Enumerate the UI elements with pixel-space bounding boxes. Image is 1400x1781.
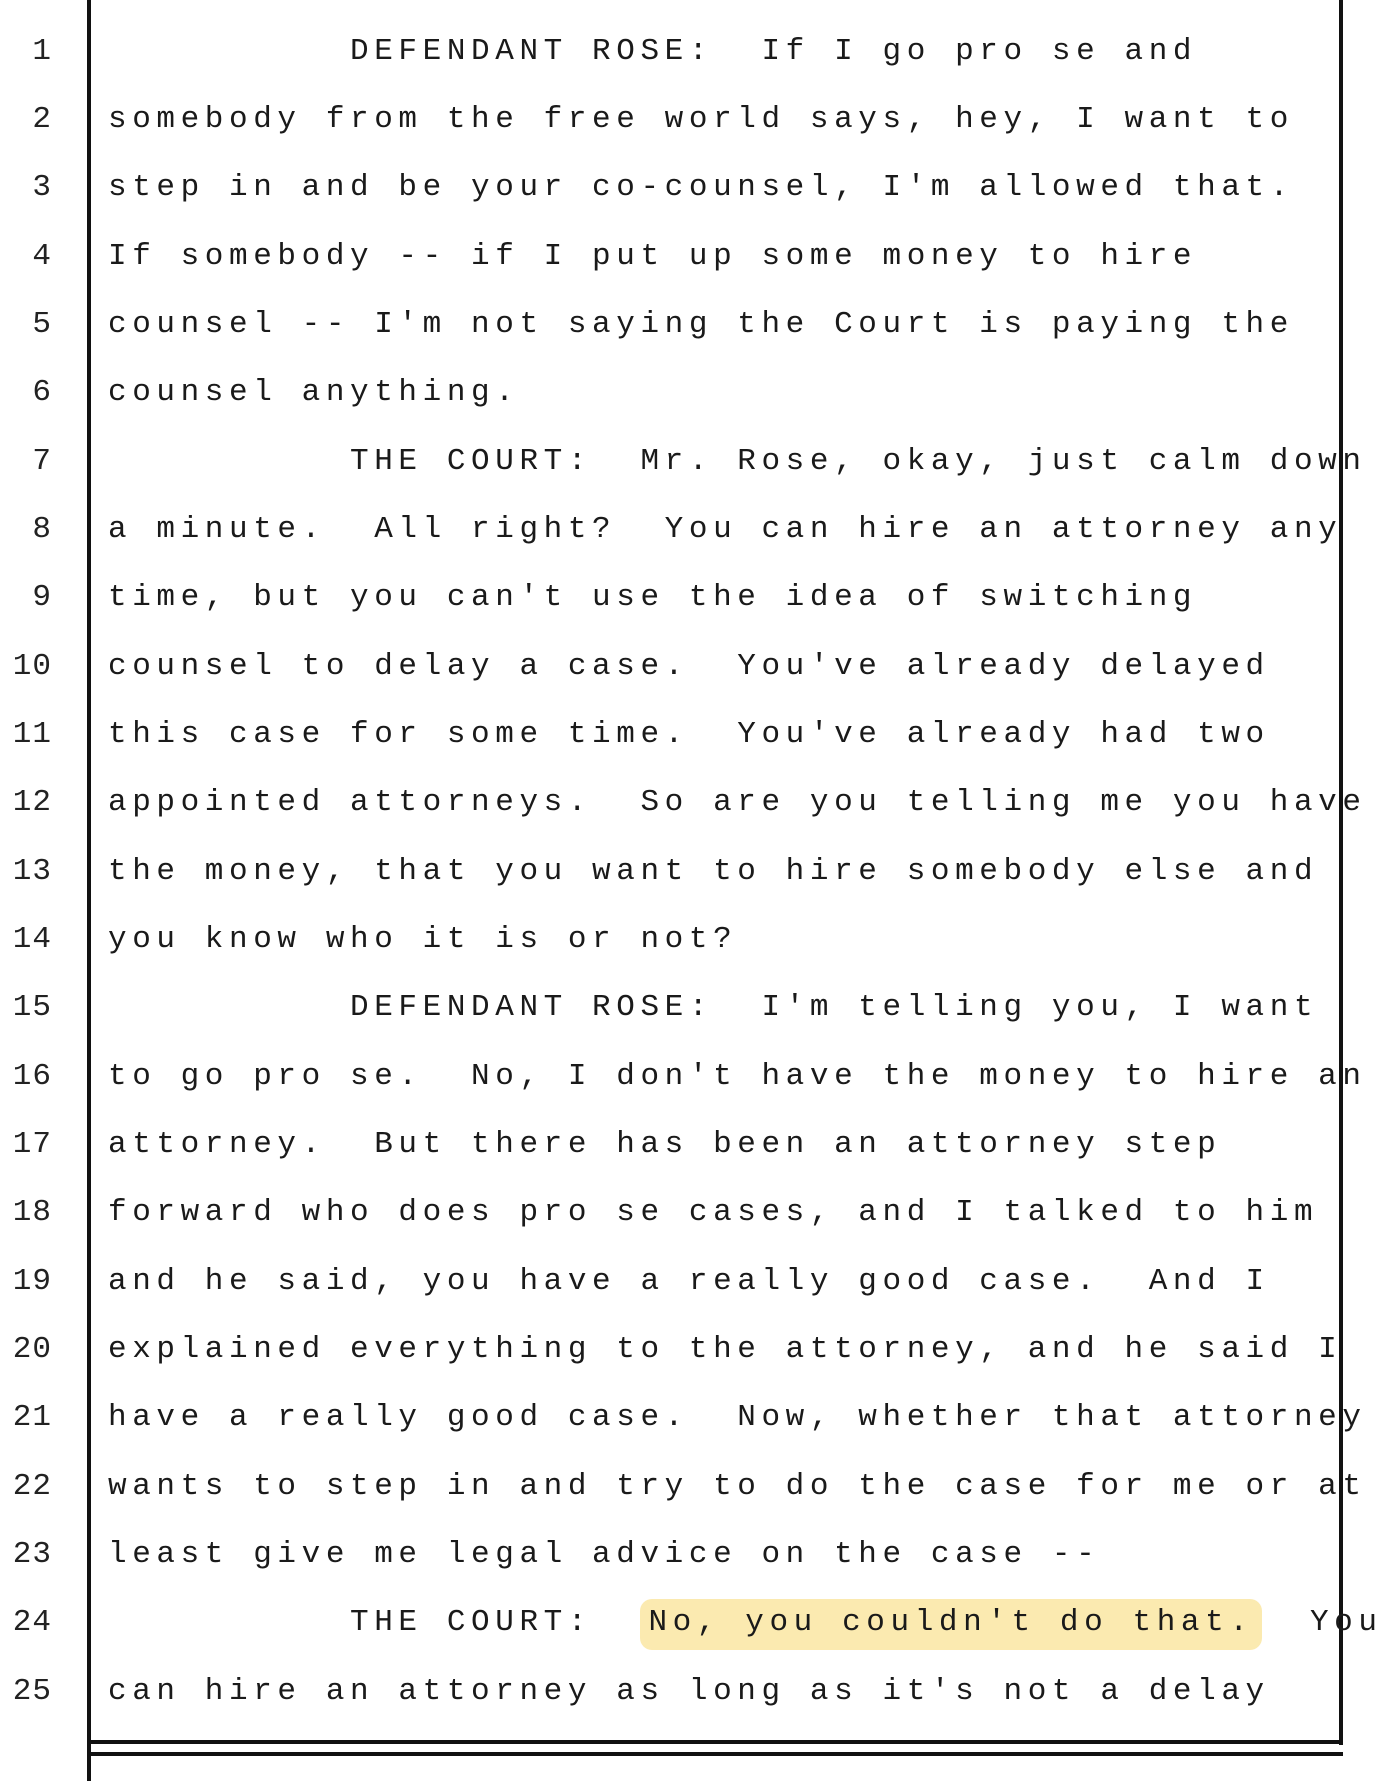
line-number: 17 [12, 1127, 52, 1162]
line-number: 13 [12, 854, 52, 889]
line-number: 7 [32, 444, 52, 479]
transcript-line: can hire an attorney as long as it's not a delay [108, 1674, 1270, 1709]
line-number: 24 [12, 1605, 52, 1640]
highlighted-text: No, you couldn't do that. [640, 1599, 1261, 1650]
transcript-line [108, 1603, 1383, 1643]
left-margin-rule [87, 0, 91, 1781]
transcript-line: DEFENDANT ROSE: If I go pro se and [108, 34, 1198, 69]
transcript-line: a minute. All right? You can hire an attorney any [108, 512, 1343, 547]
line-number: 10 [12, 649, 52, 684]
transcript-line: this case for some time. You've already had two [108, 717, 1270, 752]
line-number: 6 [32, 375, 52, 410]
line-number: 9 [32, 580, 52, 615]
transcript-line: If somebody -- if I put up some money to hire [108, 239, 1198, 274]
transcript-line: wants to step in and try to do the case for me or at [108, 1469, 1367, 1504]
transcript-line: and he said, you have a really good case. And I [108, 1264, 1270, 1299]
line-text-after: You [1261, 1605, 1383, 1640]
transcript-line: time, but you can't use the idea of switching [108, 580, 1198, 615]
line-number: 22 [12, 1469, 52, 1504]
transcript-line: counsel anything. [108, 375, 520, 410]
line-number: 11 [12, 717, 52, 752]
line-number: 19 [12, 1264, 52, 1299]
line-number: 20 [12, 1332, 52, 1367]
bottom-double-rule [87, 1752, 1343, 1756]
transcript-line: somebody from the free world says, hey, I want to [108, 102, 1294, 137]
transcript-line: explained everything to the attorney, and he said I [108, 1332, 1343, 1367]
line-number: 25 [12, 1674, 52, 1709]
transcript-line: forward who does pro se cases, and I talked to him [108, 1195, 1319, 1230]
line-number: 23 [12, 1537, 52, 1572]
transcript-line: DEFENDANT ROSE: I'm telling you, I want [108, 990, 1319, 1025]
transcript-line: have a really good case. Now, whether that attorney [108, 1400, 1367, 1435]
line-number: 2 [32, 102, 52, 137]
transcript-line: THE COURT: Mr. Rose, okay, just calm down [108, 444, 1367, 479]
line-number: 1 [32, 34, 52, 69]
line-number: 16 [12, 1059, 52, 1094]
line-number: 14 [12, 922, 52, 957]
line-number: 4 [32, 239, 52, 274]
transcript-line: counsel to delay a case. You've already delayed [108, 649, 1270, 684]
bottom-rule [87, 1740, 1343, 1744]
line-number: 5 [32, 307, 52, 342]
transcript-line: to go pro se. No, I don't have the money to hire an [108, 1059, 1367, 1094]
line-number: 8 [32, 512, 52, 547]
line-number: 12 [12, 785, 52, 820]
line-number: 15 [12, 990, 52, 1025]
transcript-line: attorney. But there has been an attorney step [108, 1127, 1222, 1162]
line-number: 21 [12, 1400, 52, 1435]
transcript-line: appointed attorneys. So are you telling me you have [108, 785, 1367, 820]
line-text-before: THE COURT: [108, 1605, 641, 1640]
line-number: 3 [32, 170, 52, 205]
line-number: 18 [12, 1195, 52, 1230]
transcript-line: least give me legal advice on the case -- [108, 1537, 1101, 1572]
transcript-line: counsel -- I'm not saying the Court is paying the [108, 307, 1294, 342]
transcript-line: you know who it is or not? [108, 922, 738, 957]
transcript-line: the money, that you want to hire somebody else and [108, 854, 1319, 889]
transcript-line: step in and be your co-counsel, I'm allowed that. [108, 170, 1294, 205]
